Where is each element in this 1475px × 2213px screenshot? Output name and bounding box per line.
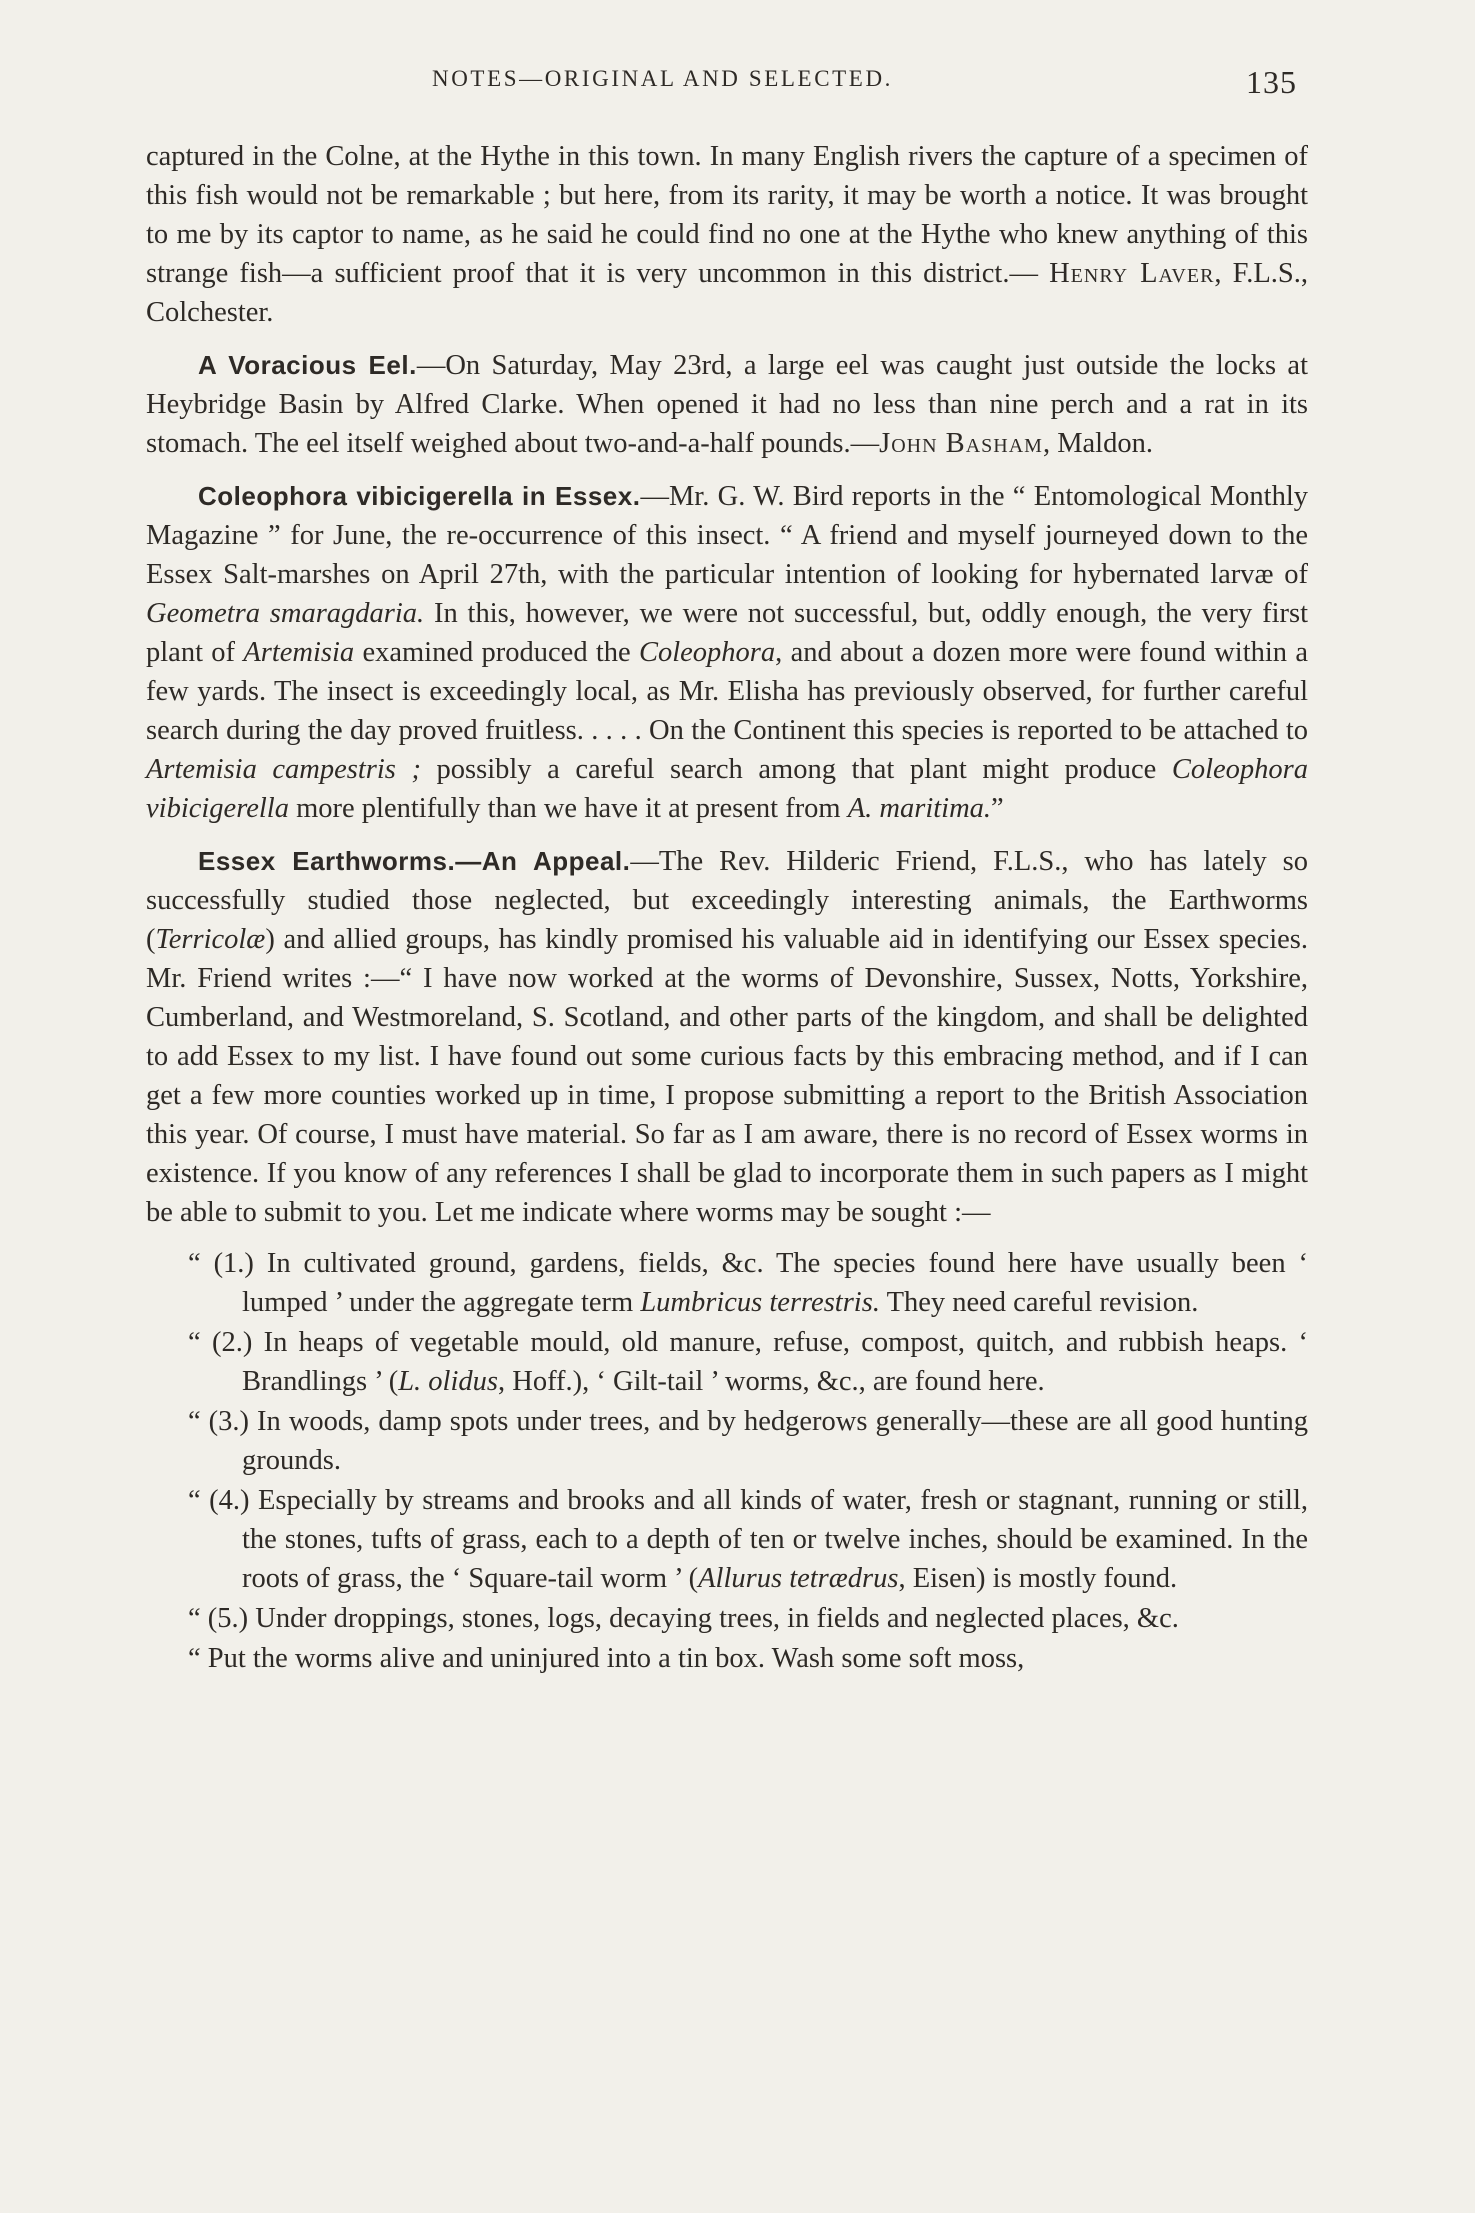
italic-taxon: Allurus tetrædrus xyxy=(698,1563,899,1594)
author-signature: Henry Laver xyxy=(1049,258,1215,289)
text-run: “ (1.) In cultivated ground, gardens, fields, &c. The species found here have usually been ‘ lumped ’ under the aggregate term xyxy=(188,1248,1308,1318)
list-item-3 xyxy=(146,1402,1308,1480)
paragraph-essex-earthworms xyxy=(146,842,1308,1232)
paragraph-text: captured in the Colne, at the Hythe in this town. In many English rivers the capture of a specimen of this fish would not be remarkable ; but here, from its rarity, it may be worth a notice. It was brought to me by its captor to name, as he said he could find no one at the Hythe who knew anything of this strange fish—a sufficient proof that it is very uncommon in this district.— xyxy=(146,141,1308,289)
running-title: NOTES—ORIGINAL AND SELECTED. xyxy=(432,66,894,91)
text-run: “ (2.) In heaps of vegetable mould, old manure, refuse, compost, quitch, and rubbish heaps. ‘ Brandlings ’ ( xyxy=(188,1327,1308,1397)
running-head xyxy=(0,64,1475,104)
paragraph-voracious-eel xyxy=(146,346,1308,463)
italic-taxon: L. olidus xyxy=(398,1366,498,1397)
italic-taxon: Artemisia campestris ; xyxy=(146,754,421,785)
text-run: possibly a careful search among that plant might produce xyxy=(420,754,1172,785)
list-item-4 xyxy=(146,1481,1308,1598)
note-heading: Essex Earthworms.—An Appeal. xyxy=(198,846,631,876)
text-run: —Mr. G. W. Bird reports in the “ Entomological Monthly Magazine ” for June, the re-occurrence of this insect. “ A friend and myself journeyed down to the Essex Salt-marshes on April 27th, with the particular intention of looking for hybernated larvæ of xyxy=(146,481,1308,590)
paragraph-fish-note xyxy=(146,137,1308,332)
text-run: examined produced the xyxy=(354,637,639,668)
italic-taxon: Artemisia xyxy=(243,637,355,668)
text-run: They need careful revision. xyxy=(879,1287,1199,1318)
text-run: “ (4.) Especially by streams and brooks and all kinds of water, fresh or stagnant, running or still, the stones, tufts of grass, each to a depth of ten or twelve inches, should be examined. In the roots of grass, the ‘ Square-tail worm ’ ( xyxy=(188,1485,1308,1594)
text-run: , Eisen) is mostly found. xyxy=(898,1563,1178,1594)
author-signature: John Basham xyxy=(879,428,1043,459)
paragraph-coleophora xyxy=(146,477,1308,828)
note-heading: Coleophora vibicigerella in Essex. xyxy=(198,481,641,511)
text-run: —The Rev. Hilderic Friend, F.L.S., who has lately so successfully studied those neglected, but exceedingly interesting animals, the Earthworms ( xyxy=(146,846,1309,955)
signature-suffix: , F.L.S., Colchester. xyxy=(146,258,1308,328)
list-item-2 xyxy=(146,1323,1308,1401)
italic-taxon: Lumbricus terrestris. xyxy=(640,1287,880,1318)
italic-taxon: Geometra smaragdaria. xyxy=(146,598,425,629)
italic-taxon: Coleophora vibicigerella xyxy=(146,754,1309,824)
text-run: , Hoff.), ‘ Gilt-tail ’ worms, &c., are found here. xyxy=(497,1366,1045,1397)
text-run: ) and allied groups, has kindly promised his valuable aid in identifying our Essex species. Mr. Friend writes :—“ I have now worked at the worms of Devonshire, Sussex, Notts, Yorkshire, Cumberland, and Westmoreland, S. Scotland, and other parts of the kingdom, and shall be delighted to add Essex to my list. I have found out some curious facts by this embracing method, and if I can get a few more counties worked up in time, I propose submitting a report to the British Association this year. Of course, I must have material. So far as I am aware, there is no record of Essex worms in existence. If you know of any references I shall be glad to incorporate them in such papers as I might be able to submit to you. Let me indicate where worms may be sought :— xyxy=(146,924,1308,1228)
text-run: ” xyxy=(991,793,1004,824)
note-heading: A Voracious Eel. xyxy=(198,350,417,380)
body-text xyxy=(146,137,1308,1678)
list-item-5 xyxy=(146,1599,1308,1638)
list-item-1 xyxy=(146,1244,1308,1322)
text-run: , and about a dozen more were found within a few yards. The insect is exceedingly local, as Mr. Elisha has previously observed, for further careful search during the day proved fruitless. . . . . On the Continent this species is reported to be attached to xyxy=(146,637,1308,746)
italic-taxon: A. maritima. xyxy=(847,793,992,824)
italic-taxon: Coleophora xyxy=(638,637,776,668)
italic-taxon: Terricolæ xyxy=(155,924,266,955)
paragraph-text: —On Saturday, May 23rd, a large eel was caught just outside the locks at Heybridge Basin by Alfred Clarke. When opened it had no less than nine perch and a rat in its stomach. The eel itself weighed about two-and-a-half pounds.— xyxy=(146,350,1308,459)
text-run: In this, however, we were not successful, but, oddly enough, the very first plant of xyxy=(146,598,1309,668)
signature-suffix: , Maldon. xyxy=(1042,428,1153,459)
closing-line: “ Put the worms alive and uninjured into a tin box. Wash some soft moss, xyxy=(188,1643,1025,1674)
text-run: “ (5.) Under droppings, stones, logs, decaying trees, in fields and neglected places, &c. xyxy=(188,1603,1179,1634)
text-run: “ (3.) In woods, damp spots under trees, and by hedgerows generally—these are all good hunting grounds. xyxy=(188,1406,1308,1476)
text-run: more plentifully than we have it at present from xyxy=(288,793,848,824)
page-number: 135 xyxy=(1246,64,1297,100)
